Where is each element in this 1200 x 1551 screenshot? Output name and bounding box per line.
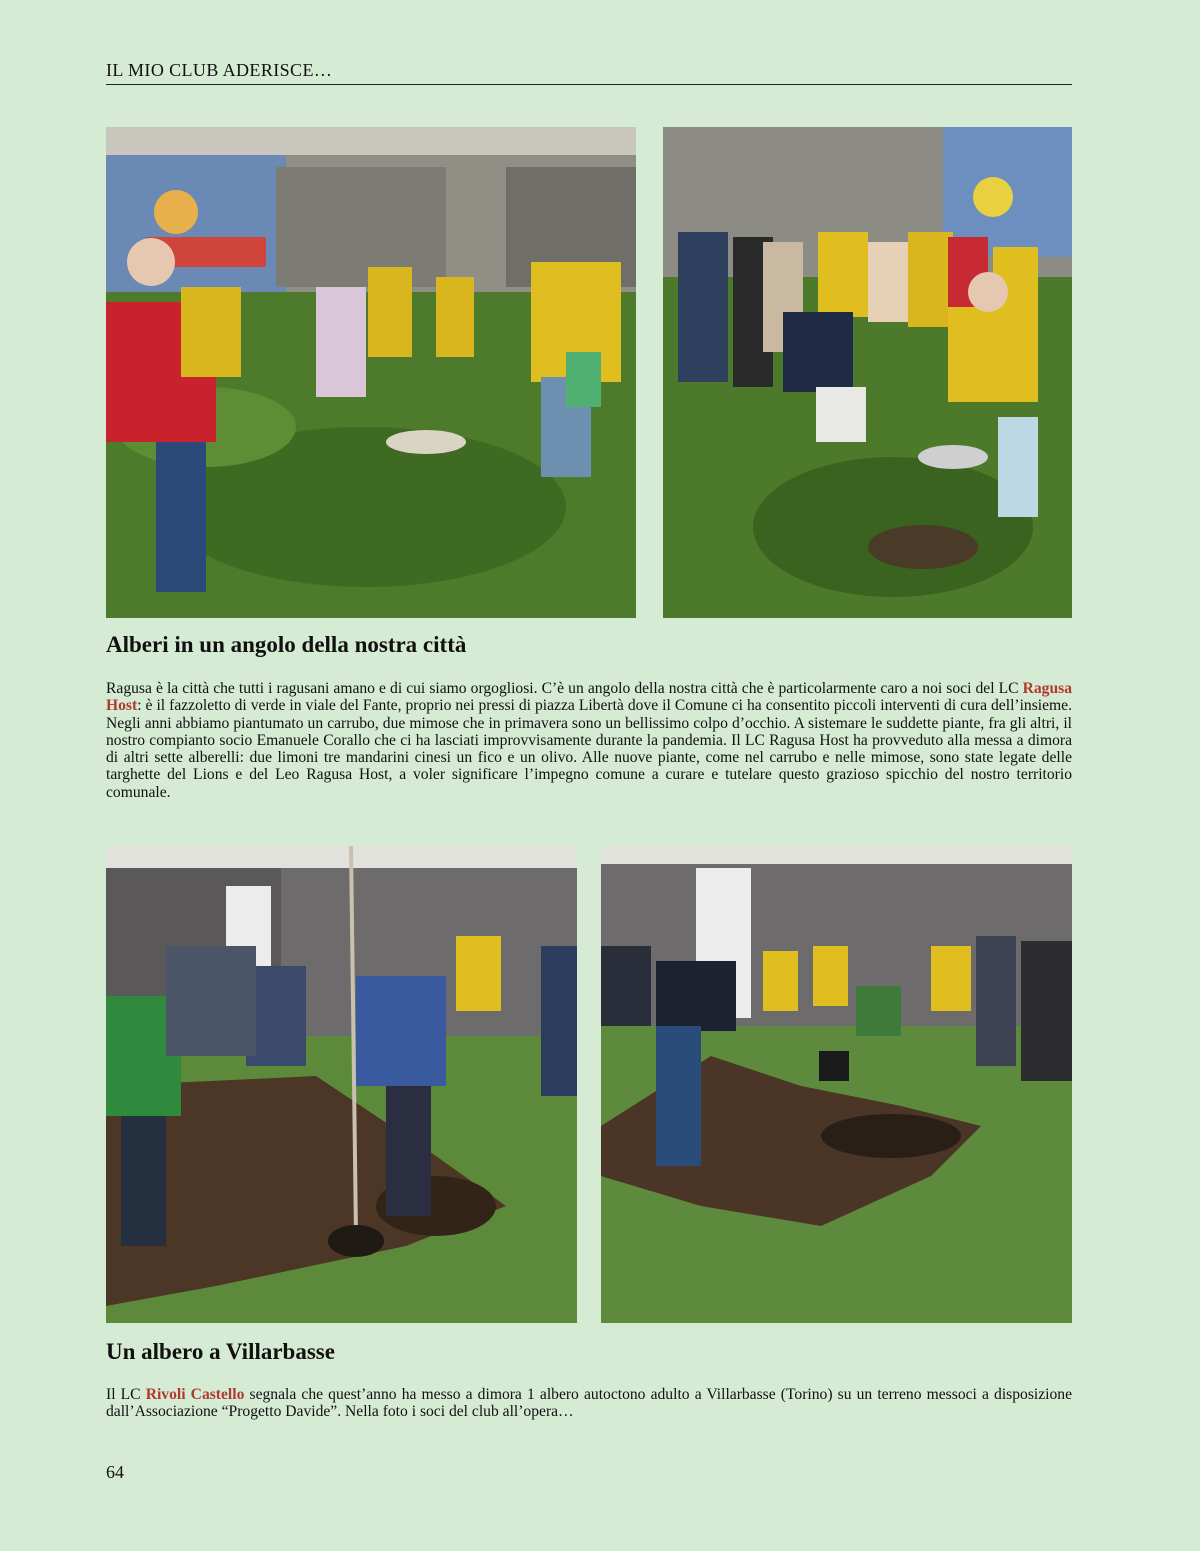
article1-text-before: Ragusa è la città che tutti i ragusani amano e di cui siamo orgogliosi. C’è un angolo della nostra città che è particolarmente caro a noi soci del LC [106,680,1023,697]
article2-text-after: segnala che quest’anno ha messo a dimora 1 albero autoctono adulto a Villarbasse (Torino) su un terreno messoci a disposizione dall’Associazione “Progetto Davide”. Nella foto i soci del club all’opera… [106,1386,1072,1421]
article1-text-after: : è il fazzoletto di verde in viale del Fante, proprio nei pressi di piazza Libertà dove il Comune ci ha consentito piccoli interventi di cura dell’insieme. Negli anni abbiamo piantumato un carrubo, due mimose che in primavera sono un bellissimo colpo d’occhio. A sistemare le suddette piante, fra gli altri, il nostro compianto socio Emanuele Corallo che ci ha lasciati improvvisamente durante la pandemia. Il LC Ragusa Host ha provveduto alla messa a dimora di altri sette alberelli: due limoni tre mandarini cinesi un fico e un olivo. Alle nuove piante, come nel carrubo e nelle mimose, sono state legate delle targhette del Lions e del Leo Ragusa Host, a voler significare l’impegno comune a curare e tutelare questo grazioso spicchio del nostro territorio comunale. [106,697,1072,801]
article2-text-before: Il LC [106,1386,146,1403]
article1-body [106,680,1072,801]
photo-villarbasse-planting-2 [601,846,1072,1323]
page-number: 64 [106,1462,124,1482]
article2-body [106,1386,1072,1421]
header-rule [106,84,1072,85]
article2-title: Un albero a Villarbasse [106,1339,335,1364]
photo-ragusa-group [663,127,1072,618]
running-head: IL MIO CLUB ADERISCE… [106,60,333,80]
article1-club-name: Ragusa Host [106,680,1072,715]
photo-villarbasse-planting-2-image [601,846,1072,1323]
photo-ragusa-planting-image [106,127,636,618]
photo-villarbasse-planting-1-image [106,846,577,1323]
photo-ragusa-planting [106,127,636,618]
photo-villarbasse-planting-1 [106,846,577,1323]
article1-title: Alberi in un angolo della nostra città [106,632,467,657]
photo-ragusa-group-image [663,127,1072,618]
article2-club-name: Rivoli Castello [145,1386,245,1403]
